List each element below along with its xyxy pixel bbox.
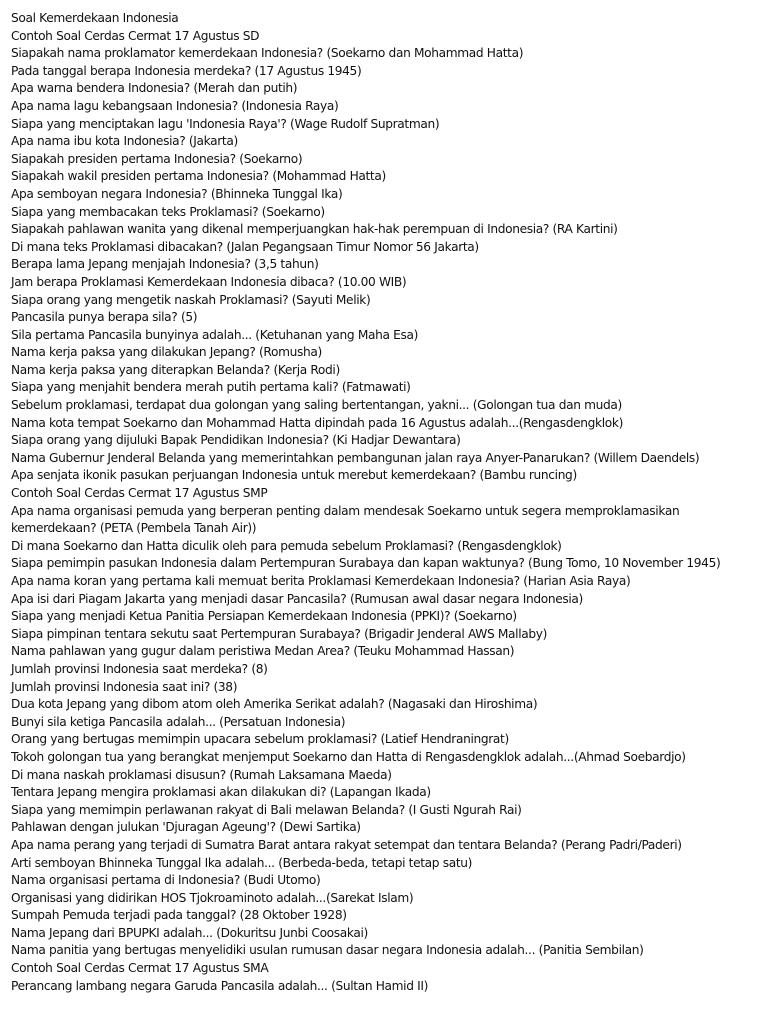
document-body [11, 10, 759, 995]
question-line: Apa isi dari Piagam Jakarta yang menjadi dasar Pancasila? (Rumusan awal dasar negara Indonesia) [11, 591, 583, 606]
section-heading-sma: Contoh Soal Cerdas Cermat 17 Agustus SMA [11, 961, 269, 976]
question-line: Apa nama lagu kebangsaan Indonesia? (Indonesia Raya) [11, 98, 339, 113]
question-line: Di mana naskah proklamasi disusun? (Rumah Laksamana Maeda) [11, 767, 392, 782]
question-line: Apa nama ibu kota Indonesia? (Jakarta) [11, 134, 238, 149]
question-line: Apa warna bendera Indonesia? (Merah dan putih) [11, 81, 298, 96]
question-line: Siapakah wakil presiden pertama Indonesia? (Mohammad Hatta) [11, 169, 386, 184]
question-line: Pahlawan dengan julukan 'Djuragan Ageung'? (Dewi Sartika) [11, 820, 361, 835]
question-line: Nama pahlawan yang gugur dalam peristiwa Medan Area? (Teuku Mohammad Hassan) [11, 644, 515, 659]
question-line: Apa nama organisasi pemuda yang berperan penting dalam mendesak Soekarno untuk segera memproklamasikan kemerdekaan? (PETA (Pembela Tanah Air)) [11, 503, 680, 536]
question-line: Nama panitia yang bertugas menyelidiki usulan rumusan dasar negara Indonesia adalah... (Panitia Sembilan) [11, 943, 644, 958]
question-line: Tokoh golongan tua yang berangkat menjemput Soekarno dan Hatta di Rengasdengklok adalah...(Ahmad Soebardjo) [11, 749, 686, 764]
document-title: Soal Kemerdekaan Indonesia [11, 11, 179, 25]
question-line: Nama organisasi pertama di Indonesia? (Budi Utomo) [11, 873, 321, 888]
question-line: Di mana Soekarno dan Hatta diculik oleh para pemuda sebelum Proklamasi? (Rengasdengklok) [11, 538, 562, 553]
question-line: Nama kerja paksa yang diterapkan Belanda? (Kerja Rodi) [11, 362, 340, 377]
question-line: Siapakah presiden pertama Indonesia? (Soekarno) [11, 151, 303, 166]
question-line: Siapa pemimpin pasukan Indonesia dalam Pertempuran Surabaya dan kapan waktunya? (Bung Tomo, 10 November 1945) [11, 556, 721, 571]
question-line: Siapa pimpinan tentara sekutu saat Pertempuran Surabaya? (Brigadir Jenderal AWS Mallaby) [11, 626, 548, 641]
question-line: Pada tanggal berapa Indonesia merdeka? (17 Agustus 1945) [11, 63, 362, 78]
question-line: Sumpah Pemuda terjadi pada tanggal? (28 Oktober 1928) [11, 908, 347, 923]
question-line: Siapakah nama proklamator kemerdekaan Indonesia? (Soekarno dan Mohammad Hatta) [11, 46, 524, 61]
question-line: Sebelum proklamasi, terdapat dua golongan yang saling bertentangan, yakni... (Golongan tua dan muda) [11, 398, 622, 413]
question-line: Organisasi yang didirikan HOS Tjokroaminoto adalah...(Sarekat Islam) [11, 890, 414, 905]
question-line: Siapa yang menjahit bendera merah putih pertama kali? (Fatmawati) [11, 380, 411, 395]
question-line: Nama kerja paksa yang dilakukan Jepang? (Romusha) [11, 345, 322, 360]
question-line: Tentara Jepang mengira proklamasi akan dilakukan di? (Lapangan Ikada) [11, 785, 431, 800]
question-line: Berapa lama Jepang menjajah Indonesia? (3,5 tahun) [11, 257, 319, 272]
question-line: Siapa yang menciptakan lagu 'Indonesia Raya'? (Wage Rudolf Supratman) [11, 116, 440, 131]
question-line: Siapa orang yang mengetik naskah Proklamasi? (Sayuti Melik) [11, 292, 371, 307]
question-line: Orang yang bertugas memimpin upacara sebelum proklamasi? (Latief Hendraningrat) [11, 732, 509, 747]
question-line: Nama Gubernur Jenderal Belanda yang memerintahkan pembangunan jalan raya Anyer-Panarukan? (Willem Daendels) [11, 450, 700, 465]
question-line: Di mana teks Proklamasi dibacakan? (Jalan Pegangsaan Timur Nomor 56 Jakarta) [11, 239, 479, 254]
question-line: Siapa yang menjadi Ketua Panitia Persiapan Kemerdekaan Indonesia (PPKI)? (Soekarno) [11, 609, 517, 624]
question-line: Sila pertama Pancasila bunyinya adalah... (Ketuhanan yang Maha Esa) [11, 327, 419, 342]
question-line: Perancang lambang negara Garuda Pancasila adalah... (Sultan Hamid II) [11, 978, 429, 993]
question-line: Jumlah provinsi Indonesia saat merdeka? (8) [11, 661, 268, 676]
question-line: Nama Jepang dari BPUPKI adalah... (Dokuritsu Junbi Coosakai) [11, 925, 368, 940]
question-line: Siapa orang yang dijuluki Bapak Pendidikan Indonesia? (Ki Hadjar Dewantara) [11, 433, 461, 448]
section-heading-smp: Contoh Soal Cerdas Cermat 17 Agustus SMP [11, 486, 268, 501]
question-line: Siapa yang membacakan teks Proklamasi? (Soekarno) [11, 204, 325, 219]
section-heading-sd: Contoh Soal Cerdas Cermat 17 Agustus SD [11, 28, 260, 43]
question-line: Arti semboyan Bhinneka Tunggal Ika adalah... (Berbeda-beda, tetapi tetap satu) [11, 855, 473, 870]
question-line: Apa senjata ikonik pasukan perjuangan Indonesia untuk merebut kemerdekaan? (Bambu runcing) [11, 468, 577, 483]
question-line: Jumlah provinsi Indonesia saat ini? (38) [11, 679, 238, 694]
question-line: Apa nama koran yang pertama kali memuat berita Proklamasi Kemerdekaan Indonesia? (Harian Asia Raya) [11, 574, 631, 588]
question-line: Siapa yang memimpin perlawanan rakyat di Bali melawan Belanda? (I Gusti Ngurah Rai) [11, 802, 522, 817]
question-line: Bunyi sila ketiga Pancasila adalah... (Persatuan Indonesia) [11, 714, 346, 729]
question-line: Apa nama perang yang terjadi di Sumatra Barat antara rakyat setempat dan tentara Belanda? (Perang Padri/Paderi) [11, 837, 682, 852]
question-line: Dua kota Jepang yang dibom atom oleh Amerika Serikat adalah? (Nagasaki dan Hiroshima) [11, 697, 538, 712]
question-line: Siapakah pahlawan wanita yang dikenal memperjuangkan hak-hak perempuan di Indonesia? (RA Kartini) [11, 222, 618, 237]
question-line: Jam berapa Proklamasi Kemerdekaan Indonesia dibaca? (10.00 WIB) [11, 274, 407, 289]
question-line: Apa semboyan negara Indonesia? (Bhinneka Tunggal Ika) [11, 186, 343, 201]
question-line: Nama kota tempat Soekarno dan Mohammad Hatta dipindah pada 16 Agustus adalah...(Rengasdengklok) [11, 415, 623, 430]
question-line: Pancasila punya berapa sila? (5) [11, 310, 198, 325]
